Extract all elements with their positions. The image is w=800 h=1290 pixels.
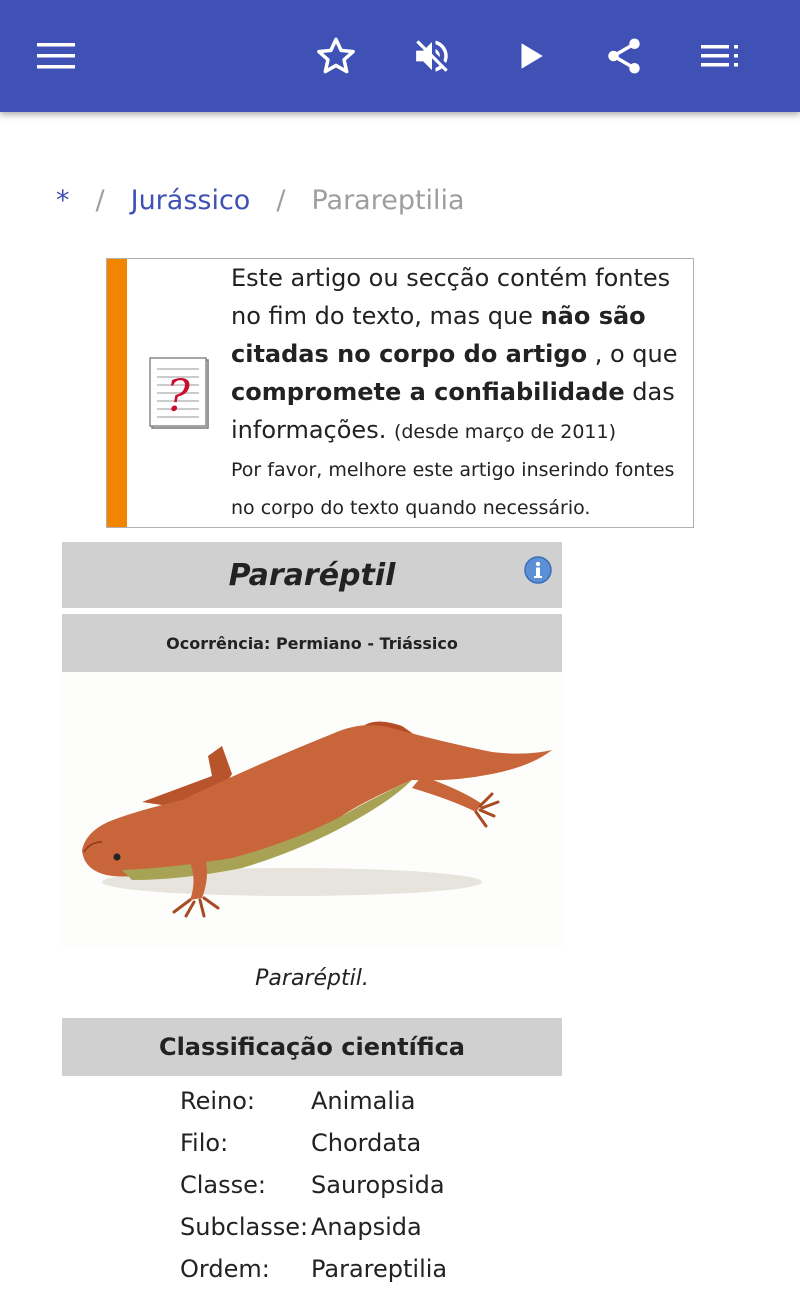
taxonomy-value[interactable]: Parareptilia	[311, 1255, 448, 1283]
volume-off-icon	[411, 35, 453, 77]
svg-text:?: ?	[166, 371, 190, 422]
taxonomy-rank: Filo:	[180, 1129, 229, 1157]
menu-button[interactable]	[28, 28, 84, 84]
taxonomy-row	[180, 1122, 447, 1164]
taxonomy-rank: Classe:	[180, 1171, 266, 1199]
breadcrumb-separator: /	[276, 184, 286, 216]
notice-date: (desde março de 2011)	[393, 421, 617, 443]
notice-request: Por favor, melhore este artigo inserindo fontes no corpo do texto quando necessário.	[231, 459, 675, 519]
info-icon[interactable]	[524, 556, 552, 584]
notice-text-a: Este artigo ou secção contém fontes no fim do texto, mas que	[231, 264, 671, 330]
taxonomy-table	[180, 1080, 447, 1290]
share-button[interactable]	[596, 28, 652, 84]
taxonomy-rank: Subclasse:	[180, 1213, 309, 1241]
contents-button[interactable]	[692, 28, 748, 84]
breadcrumb-parent[interactable]: Jurássico	[130, 184, 251, 216]
breadcrumb-root[interactable]: *	[56, 184, 70, 216]
notice-body	[231, 259, 689, 527]
pareiasaur-illustration[interactable]	[62, 672, 562, 948]
taxonomy-value[interactable]: Anapsida	[311, 1213, 422, 1241]
taxonomy-row	[180, 1206, 447, 1248]
app-toolbar	[0, 0, 800, 112]
taxonomy-rank: Ordem:	[180, 1255, 270, 1283]
breadcrumb-current: Parareptilia	[311, 184, 465, 216]
breadcrumb	[56, 178, 465, 222]
taxonomy-value[interactable]: Animalia	[311, 1087, 416, 1115]
play-button[interactable]	[502, 28, 558, 84]
playlist-icon	[701, 43, 739, 69]
share-icon	[603, 35, 645, 77]
notice-text-c: das informações.	[231, 378, 675, 444]
taxonomy-row	[180, 1080, 447, 1122]
citation-notice	[106, 258, 694, 528]
notice-text-b: , o que	[587, 340, 678, 368]
menu-icon	[37, 41, 75, 71]
bookmark-button[interactable]	[308, 28, 364, 84]
notice-accent-bar	[107, 259, 127, 527]
classification-header: Classificação científica	[62, 1018, 562, 1076]
notice-bold-b: compromete a confiabilidade	[231, 378, 625, 406]
infobox-title-bar	[62, 542, 562, 608]
taxonomy-rank: Reino:	[180, 1087, 256, 1115]
notice-bold-a: não são citadas no corpo do artigo	[231, 302, 646, 368]
image-caption: Pararéptil.	[255, 966, 369, 991]
infobox-title: Pararéptil	[228, 557, 396, 593]
mute-button[interactable]	[404, 28, 460, 84]
taxonomy-value[interactable]: Chordata	[311, 1129, 422, 1157]
star-outline-icon	[315, 35, 357, 77]
play-icon	[513, 39, 547, 73]
taxonomy-row	[180, 1248, 447, 1290]
taxonomy-value[interactable]: Sauropsida	[311, 1171, 445, 1199]
infobox-occurrence: Ocorrência: Permiano - Triássico	[62, 614, 562, 672]
question-document-icon	[149, 357, 211, 431]
breadcrumb-separator: /	[95, 184, 105, 216]
taxonomy-row	[180, 1164, 447, 1206]
